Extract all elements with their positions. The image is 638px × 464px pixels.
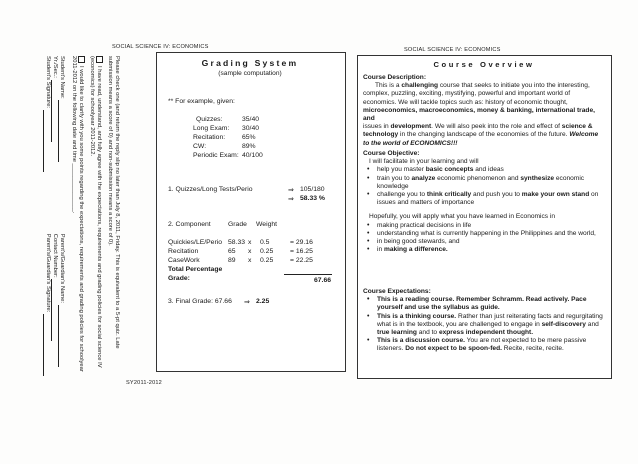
row-quickies-weight: 0.5 bbox=[260, 239, 270, 246]
agree-checkbox[interactable] bbox=[96, 56, 103, 63]
given-cw-label: CW: bbox=[193, 143, 207, 150]
grade-label: Grade: bbox=[168, 275, 190, 282]
left-header: SOCIAL SCIENCE IV: ECONOMICS bbox=[112, 44, 209, 50]
parent-signature-label: Parent's/Guardian's Signature: bbox=[44, 233, 51, 313]
parent-signature-field[interactable] bbox=[43, 314, 50, 376]
row-recitation-name: Recitation bbox=[168, 248, 199, 255]
hope-bullet-4: • in making a difference. bbox=[363, 246, 605, 254]
grading-title: Grading System bbox=[201, 58, 299, 68]
obj-bullet-2: • train you to analyze economic phenomenon and synthesize economic knowledge bbox=[363, 175, 605, 191]
obj-intro: I will facilitate in your learning and will bbox=[369, 158, 479, 166]
exp-bullet-2: • This is a thinking course. Rather than just reiterating facts and regurgitating what is in the textbook, you are challenged to engage in self-discovery and true learning and to express independent thought. bbox=[363, 313, 605, 338]
obj-bullet-1: • help you master basic concepts and ideas bbox=[363, 166, 605, 174]
given-longexam-label: Long Exam: bbox=[193, 125, 230, 132]
desc-line-5: issues in development. We will also peek into the role and effect of science & bbox=[363, 123, 593, 131]
final-grade-value: 2.25 bbox=[256, 298, 270, 305]
parent-name-label: Parent's/Guardian's Name: bbox=[59, 233, 66, 304]
overview-title: Course Overview bbox=[433, 60, 535, 69]
row-quickies-grade: 58.33 bbox=[228, 239, 246, 246]
desc-line-4: microeconomics, macroeconomics, money & banking, international trade, and bbox=[363, 106, 595, 123]
grading-subtitle: (sample computation) bbox=[218, 70, 282, 77]
step1-arrow2-icon: ⇒ bbox=[288, 195, 294, 203]
course-expectations bbox=[363, 288, 605, 354]
step1-label: 1. Quizzes/Long Tests/Perio bbox=[168, 186, 253, 193]
example-label: ** For example, given: bbox=[168, 98, 235, 105]
col-weight-header: Weight bbox=[256, 221, 278, 228]
grade-value: 67.66 bbox=[314, 277, 332, 284]
final-grade-label: 3. Final Grade: 67.66 bbox=[168, 298, 232, 305]
final-arrow-icon: ⇒ bbox=[244, 298, 250, 306]
row-recitation-weight: 0.25 bbox=[260, 248, 274, 255]
hope-bullet-3: • in being good stewards, and bbox=[363, 238, 605, 246]
row-quickies-result: = 29.16 bbox=[290, 239, 313, 246]
course-description bbox=[363, 74, 605, 148]
parent-name-field[interactable] bbox=[58, 305, 65, 367]
clarify-option-text: I would like to clarify with you some points regarding the expectations, requirements and grading policies for schoolyear 2011-2012 on the following date and time _______________. bbox=[70, 56, 85, 372]
student-signature-label: Student's Signature: bbox=[44, 56, 51, 109]
row-recitation-x: x bbox=[248, 248, 252, 255]
given-recitation-value: 65% bbox=[242, 134, 256, 141]
row-casework-weight: 0.25 bbox=[260, 257, 274, 264]
yr-sec-label: Yr./Sec.: bbox=[52, 56, 59, 78]
given-periodic-label: Periodic Exam: bbox=[193, 152, 239, 159]
student-name-label: Student's Name: bbox=[59, 56, 66, 99]
row-casework-grade: 89 bbox=[228, 257, 236, 264]
step1-percent: 58.33 % bbox=[300, 195, 325, 202]
step1-value: 105/180 bbox=[300, 186, 325, 193]
given-quizzes-value: 35/40 bbox=[242, 116, 260, 123]
row-quickies-name: Quickies/LE/Perio bbox=[168, 239, 223, 246]
desc-line-6: technology in the changing landscape of the economies of the future. Welcome bbox=[363, 131, 599, 139]
exp-heading: Course Expectations: bbox=[363, 288, 431, 295]
reply-instruction: Please check one (and return the reply slip no later than July 8, 2011, Friday. This is equivalent to a 5-pt quiz. Late submission means a score of 0) and non-submission means a score of 0). bbox=[106, 56, 120, 349]
exp-bullet-1: • This is a reading course. Remember Schramm. Read actively. Pace yourself and use the syllabus as guide. bbox=[363, 296, 605, 312]
step1-arrow-icon: ⇒ bbox=[288, 186, 294, 194]
desc-line-2: complex, puzzling, exciting, mystifying, powerful and important world of bbox=[363, 90, 571, 98]
step2-label: 2. Component bbox=[168, 221, 211, 228]
row-casework-name: CaseWork bbox=[168, 257, 200, 264]
total-divider bbox=[284, 274, 332, 275]
row-casework-result: = 22.25 bbox=[290, 257, 313, 264]
desc-line-3: economics. We will tackle topics such as: history of economic thought, bbox=[363, 98, 568, 106]
clarify-checkbox[interactable] bbox=[78, 56, 85, 63]
exp-bullet-3: • This is a discussion course. You are not expected to be mere passive listeners. Do not expect to be spoon-fed. Recite, recite, recite. bbox=[363, 337, 605, 353]
given-recitation-label: Recitation: bbox=[193, 134, 226, 141]
course-objective bbox=[363, 150, 605, 254]
yr-sec-field[interactable] bbox=[51, 80, 58, 142]
given-quizzes-label: Quizzes: bbox=[196, 116, 223, 123]
hope-bullet-2: • understanding what is currently happening in the Philippines and the world, bbox=[363, 230, 605, 238]
student-name-field[interactable] bbox=[58, 100, 65, 162]
desc-line-7: to the world of ECONOMICS!!! bbox=[363, 139, 458, 147]
row-quickies-x: x bbox=[248, 239, 252, 246]
given-periodic-value: 40/100 bbox=[242, 152, 263, 159]
given-cw-value: 89% bbox=[242, 143, 256, 150]
right-header: SOCIAL SCIENCE IV: ECONOMICS bbox=[404, 47, 501, 53]
desc-heading: Course Description: bbox=[363, 74, 427, 81]
obj-bullet-3: • challenge you to think critically and push you to make your own stand on issues and matters of importance bbox=[363, 191, 605, 207]
footer-code: SY2011-2012 bbox=[126, 380, 162, 386]
row-casework-x: x bbox=[248, 257, 252, 264]
row-recitation-grade: 65 bbox=[228, 248, 236, 255]
contact-number-label: Contact Number: bbox=[52, 233, 59, 278]
contact-number-field[interactable] bbox=[51, 279, 58, 341]
hope-bullet-1: • making practical decisions in life bbox=[363, 222, 605, 230]
row-recitation-result: = 16.25 bbox=[290, 248, 313, 255]
hope-intro: Hopefully, you will apply what you have learned in Economics in bbox=[369, 213, 556, 221]
reply-slip bbox=[8, 56, 120, 376]
given-longexam-value: 30/40 bbox=[242, 125, 260, 132]
col-grade-header: Grade bbox=[228, 221, 247, 228]
student-signature-field[interactable] bbox=[43, 110, 50, 172]
agree-option-text: I have read, understand, and fully agree with the expectations, requirements and grading policies for social science IV (economics) for schoolyear 2011-2012. bbox=[88, 56, 103, 368]
obj-heading: Course Objective: bbox=[363, 150, 420, 157]
desc-line-1: This is a challenging course that seeks to initiate you into the interesting, bbox=[375, 82, 590, 90]
total-percentage-label: Total Percentage bbox=[168, 266, 223, 273]
